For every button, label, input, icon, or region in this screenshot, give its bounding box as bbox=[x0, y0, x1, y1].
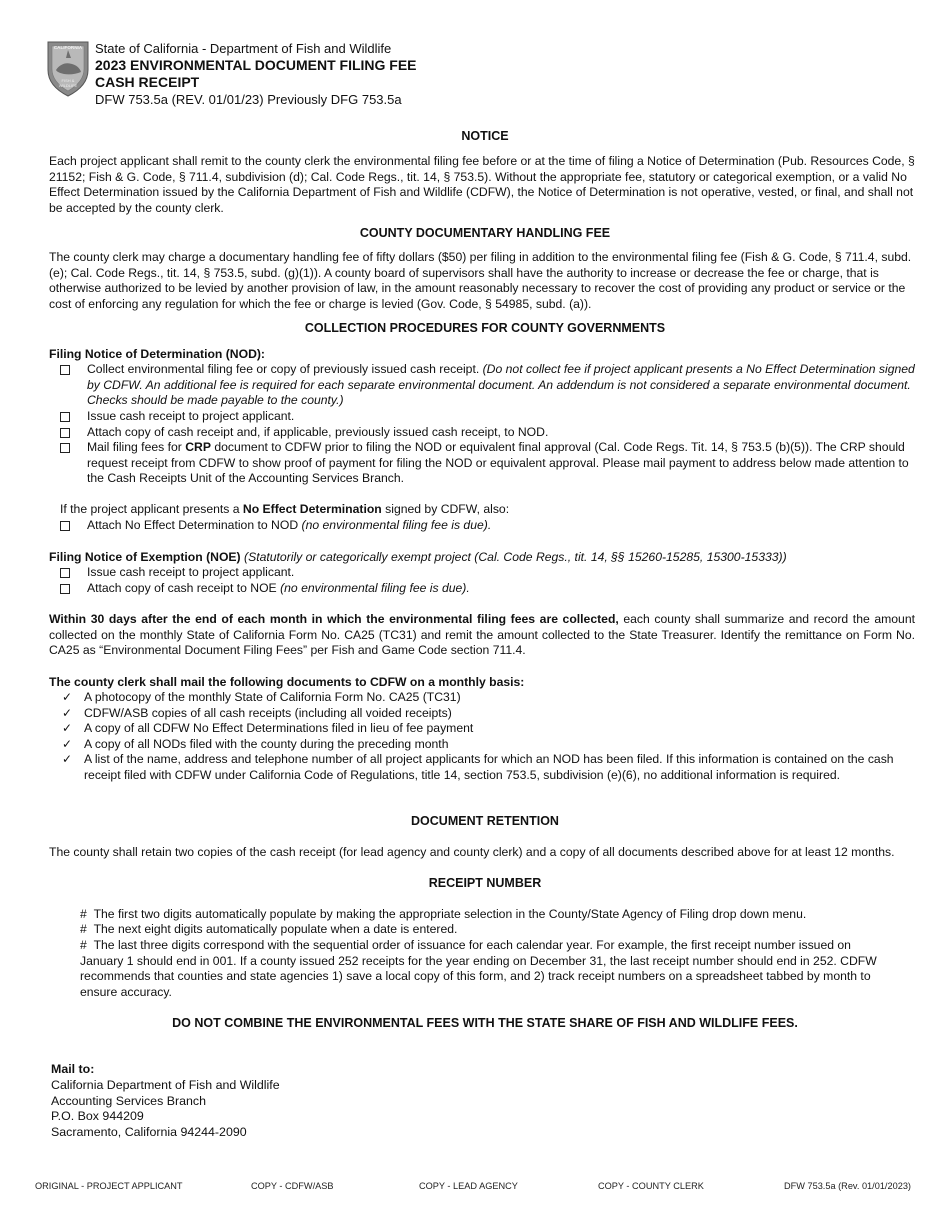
noe-item-text: Issue cash receipt to project applicant. bbox=[87, 565, 295, 579]
retention-paragraph: The county shall retain two copies of the cash receipt (for lead agency and county clerk) and a copy of all documents described above for at least 12 months. bbox=[49, 845, 895, 859]
mail-to-label: Mail to: bbox=[51, 1062, 95, 1076]
ned-intro bbox=[60, 502, 920, 518]
checkmark-icon: ✓ bbox=[62, 690, 73, 704]
handling-fee-heading: COUNTY DOCUMENTARY HANDLING FEE bbox=[359, 226, 611, 240]
footer-copy-cdfw: COPY - CDFW/ASB bbox=[251, 1181, 334, 1191]
ned-item-text: Attach No Effect Determination to NOD bbox=[87, 518, 302, 532]
ned-intro-bold: No Effect Determination bbox=[242, 502, 382, 516]
mail-to-line: Sacramento, California 94244-2090 bbox=[51, 1125, 247, 1140]
noe-heading-bold: Filing Notice of Exemption (NOE) bbox=[49, 550, 241, 564]
collection-heading: COLLECTION PROCEDURES FOR COUNTY GOVERNMENTS bbox=[304, 321, 666, 335]
cdfw-seal-icon bbox=[46, 40, 90, 98]
combine-warning: DO NOT COMBINE THE ENVIRONMENTAL FEES WITH THE STATE SHARE OF FISH AND WILDLIFE FEES. bbox=[172, 1016, 798, 1030]
ned-intro-pre: If the project applicant presents a bbox=[60, 502, 243, 516]
hash-bullet-icon: # bbox=[80, 922, 87, 936]
mail-docs-item-text: CDFW/ASB copies of all cash receipts (including all voided receipts) bbox=[84, 706, 452, 720]
mail-docs-item-text: A copy of all NODs filed with the county during the preceding month bbox=[84, 737, 449, 751]
noe-item-text: Attach copy of cash receipt to NOE bbox=[87, 581, 281, 595]
receipt-number-item bbox=[80, 907, 895, 923]
noe-heading bbox=[49, 550, 915, 566]
hash-bullet-icon: # bbox=[80, 907, 87, 921]
footer-form-revision: DFW 753.5a (Rev. 01/01/2023) bbox=[784, 1181, 911, 1191]
receipt-number-item-text: The first two digits automatically populate by making the appropriate selection in the County/State Agency of Filing drop down menu. bbox=[93, 907, 807, 921]
form-number: DFW 753.5a (REV. 01/01/23) Previously DFG 753.5a bbox=[95, 92, 402, 107]
header-text-block bbox=[95, 40, 417, 108]
mail-docs-item-text: A photocopy of the monthly State of California Form No. CA25 (TC31) bbox=[84, 690, 461, 704]
crp-text-pre: Mail filing fees for bbox=[87, 440, 186, 454]
monthly-lead-rest: each county shall summarize and record the amount collected on the monthly State of California Form No. CA25 (TC31) and remit the amount collected to the State Treasurer. Identify the remittance on Form No. CA25 as “Environmental Document Filing Fees” per Fish and Game Code section 711.4. bbox=[49, 612, 915, 658]
crp-text-bold: CRP bbox=[185, 440, 211, 454]
nod-heading: Filing Notice of Determination (NOD): bbox=[49, 347, 265, 361]
nod-item-italic: (Do not collect fee if project applicant presents a No Effect Determination signed by CDFW. An additional fee is required for each separate environmental document. An addendum is not considered a separate environmental document. Checks should be made payable to the county.) bbox=[87, 362, 915, 408]
mail-to-line: California Department of Fish and Wildlife bbox=[51, 1077, 280, 1092]
checkbox-icon bbox=[60, 584, 70, 594]
checkbox-icon bbox=[60, 365, 70, 375]
checkbox-icon bbox=[60, 412, 70, 422]
checkbox-icon bbox=[60, 443, 70, 453]
ned-intro-post: signed by CDFW, also: bbox=[381, 502, 510, 516]
agency-name: State of California - Department of Fish and Wildlife bbox=[95, 41, 392, 56]
nod-item-text: Collect environmental filing fee or copy of previously issued cash receipt. bbox=[87, 362, 483, 376]
noe-heading-italic: (Statutorily or categorically exempt project (Cal. Code Regs., tit. 14, §§ 15260-15285, 15300-15333)) bbox=[240, 550, 787, 564]
mail-docs-item-text: A list of the name, address and telephone number of all project applicants for which an NOD has been filed. If this information is contained on the cash receipt filed with CDFW under California Code of Regulations, title 14, section 753.5, subdivision (e)(6), no additional information is required. bbox=[84, 752, 894, 782]
svg-text:FISH &: FISH & bbox=[61, 78, 75, 83]
checkmark-icon: ✓ bbox=[62, 752, 73, 766]
mail-to-block bbox=[51, 1062, 280, 1141]
handling-fee-paragraph: The county clerk may charge a documentary handling fee of fifty dollars ($50) per filing in addition to the environmental filing fee (Fish & G. Code, § 711.4, subd. (e); Cal. Code Regs., tit. 14, § 753.5, subd. (g)(1)). A county board of supervisors shall have the authority to increase or decrease the fee or charge, that is otherwise authorized to be levied by another provision of law, in the amount reasonably necessary to recover the cost of providing any product or service or the cost of enforcing any regulation for which the fee or charge is levied (Gov. Code, § 54985, subd. (a)). bbox=[49, 250, 912, 311]
checkmark-icon: ✓ bbox=[62, 706, 73, 720]
mail-docs-item-text: A copy of all CDFW No Effect Determinations filed in lieu of fee payment bbox=[84, 721, 474, 735]
monthly-paragraph bbox=[49, 612, 915, 659]
receipt-number-item-text: The last three digits correspond with the sequential order of issuance for each calendar year. For example, the first receipt number issued on January 1 should end in 001. If a county issued 252 receipts for the year ending on December 31, the last receipt number should end in 252. CDFW recommends that counties and state agencies 1) save a local copy of this form, and 2) track receipt numbers on a spreadsheet tabbed by month to ensure accuracy. bbox=[80, 938, 877, 999]
receipt-number-item-text: The next eight digits automatically populate when a date is entered. bbox=[93, 922, 458, 936]
footer-copy-county-clerk: COPY - COUNTY CLERK bbox=[598, 1181, 704, 1191]
nod-item-text: Issue cash receipt to project applicant. bbox=[87, 409, 295, 423]
receipt-number-item bbox=[80, 922, 895, 938]
document-header bbox=[46, 40, 646, 112]
checkbox-icon bbox=[60, 521, 70, 531]
document-subtitle: CASH RECEIPT bbox=[95, 74, 200, 90]
checkbox-icon bbox=[60, 428, 70, 438]
checkmark-icon: ✓ bbox=[62, 721, 73, 735]
mail-to-line: Accounting Services Branch bbox=[51, 1093, 206, 1108]
mail-to-line: P.O. Box 944209 bbox=[51, 1109, 144, 1124]
footer-copy-lead-agency: COPY - LEAD AGENCY bbox=[419, 1181, 518, 1191]
notice-paragraph: Each project applicant shall remit to the county clerk the environmental filing fee before or at the time of filing a Notice of Determination (Pub. Resources Code, § 21152; Fish & G. Code, § 711.4, subdivision (d); Cal. Code Regs., tit. 14, § 753.5). Without the appropriate fee, statutory or categorical exemption, or a valid No Effect Determination issued by the California Department of Fish and Wildlife (CDFW), the Notice of Determination is not operative, vested, or final, and shall not be accepted by the county clerk. bbox=[49, 154, 915, 215]
ned-item-italic: (no environmental filing fee is due). bbox=[301, 518, 492, 532]
monthly-lead-bold: Within 30 days after the end of each month in which the environmental filing fees are collected, bbox=[49, 612, 619, 626]
noe-item-italic: (no environmental filing fee is due). bbox=[280, 581, 470, 595]
receipt-number-heading: RECEIPT NUMBER bbox=[428, 876, 542, 890]
document-title: 2023 ENVIRONMENTAL DOCUMENT FILING FEE bbox=[95, 57, 417, 73]
notice-heading: NOTICE bbox=[461, 129, 509, 143]
mail-docs-heading: The county clerk shall mail the following documents to CDFW on a monthly basis: bbox=[49, 675, 525, 689]
svg-text:WILDLIFE: WILDLIFE bbox=[58, 83, 78, 88]
nod-item-text: Attach copy of cash receipt and, if applicable, previously issued cash receipt, to NOD. bbox=[87, 425, 549, 439]
checkmark-icon: ✓ bbox=[62, 737, 73, 751]
checkbox-icon bbox=[60, 568, 70, 578]
retention-heading: DOCUMENT RETENTION bbox=[411, 814, 559, 828]
hash-bullet-icon: # bbox=[80, 938, 87, 952]
footer-original: ORIGINAL - PROJECT APPLICANT bbox=[35, 1181, 183, 1191]
crp-text-post: document to CDFW prior to filing the NOD or equivalent final approval (Cal. Code Regs. Tit. 14, § 753.5 (b)(5)). The CRP should request receipt from CDFW to show proof of payment for filing the NOD or equivalent approval. Please mail payment to address below made attention to the Cash Receipts Unit of the Accounting Services Branch. bbox=[87, 440, 909, 486]
receipt-number-item bbox=[80, 938, 895, 1000]
seal-lettering: CALIFORNIA bbox=[53, 45, 83, 50]
